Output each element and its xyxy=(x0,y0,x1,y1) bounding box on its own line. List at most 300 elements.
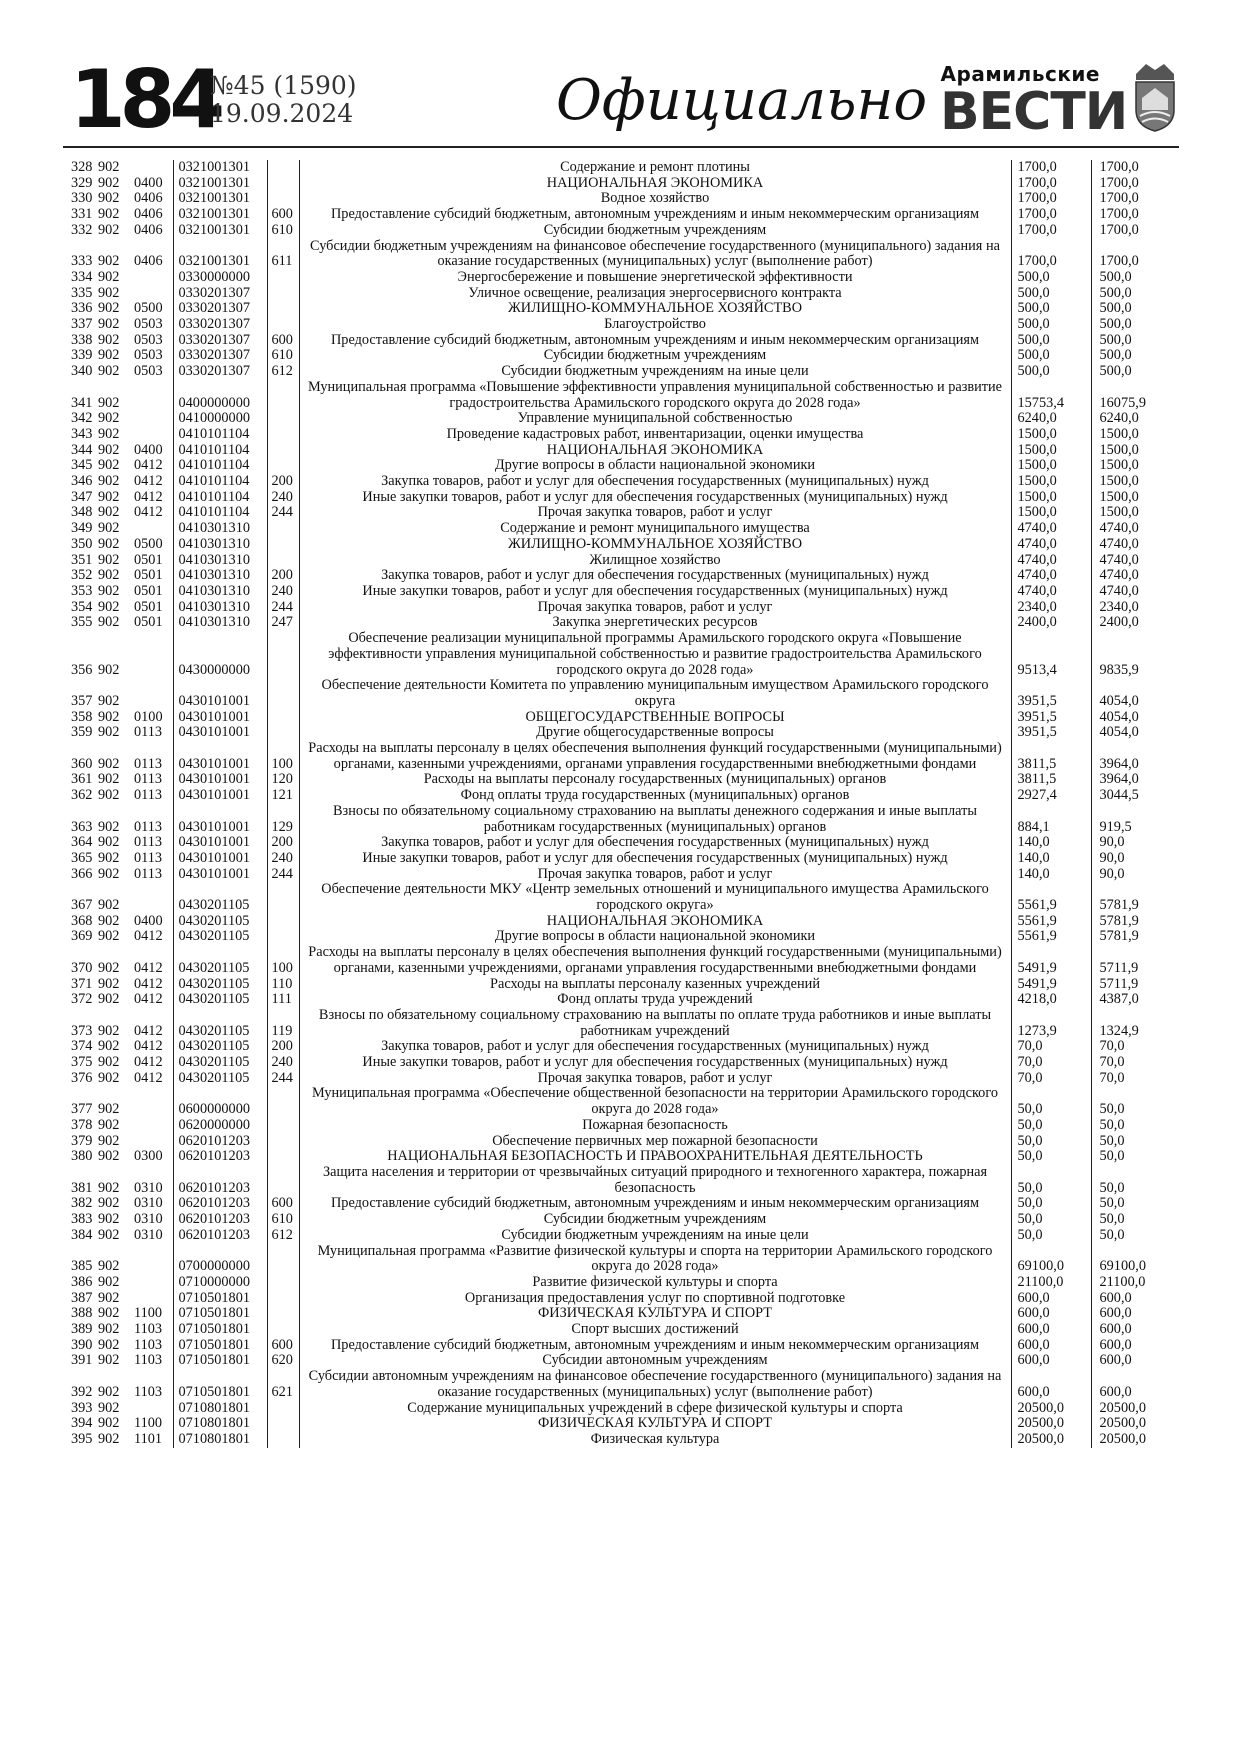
section-code: 0406 xyxy=(134,190,163,207)
table-row xyxy=(63,1118,1179,1134)
expense-type xyxy=(267,1322,299,1338)
expense-type xyxy=(267,380,299,411)
table-row xyxy=(63,804,1179,835)
expense-type: 200 xyxy=(267,568,299,584)
grbs-code: 902 xyxy=(98,771,120,788)
target-code: 0410101104 xyxy=(173,443,267,459)
section-code: 0503 xyxy=(134,347,163,364)
description: Спорт высших достижений xyxy=(299,1322,1011,1338)
amount-2025: 70,0 xyxy=(1017,1038,1043,1055)
row-number: 353 xyxy=(71,582,93,599)
table-row xyxy=(63,945,1179,976)
grbs-code: 902 xyxy=(98,787,120,804)
row-number: 380 xyxy=(71,1148,93,1165)
expense-type: 200 xyxy=(267,474,299,490)
grbs-code: 902 xyxy=(98,441,120,458)
amount-2025: 500,0 xyxy=(1017,363,1050,380)
row-number: 392 xyxy=(71,1383,93,1400)
expense-type: 111 xyxy=(267,992,299,1008)
target-code: 0430101001 xyxy=(173,851,267,867)
amount-2025: 20500,0 xyxy=(1017,1430,1064,1447)
section-code: 0412 xyxy=(134,457,163,474)
table-row xyxy=(63,1134,1179,1150)
description: Расходы на выплаты персоналу в целях обеспечения выполнения функций государственными (муниципальными) органами, казенными учреждениями, органами управления государственными внебюджетными фондами xyxy=(299,741,1011,772)
section-code xyxy=(133,1086,173,1117)
grbs-code: 902 xyxy=(98,347,120,364)
expense-type xyxy=(267,317,299,333)
target-code: 0410101104 xyxy=(173,427,267,443)
amount-2025: 21100,0 xyxy=(1017,1273,1064,1290)
description: Закупка товаров, работ и услуг для обеспечения государственных (муниципальных) нужд xyxy=(299,474,1011,490)
table-row xyxy=(63,1338,1179,1354)
page-header xyxy=(70,53,1180,148)
amount-2026: 5781,9 xyxy=(1091,929,1179,945)
amount-2026: 4740,0 xyxy=(1091,584,1179,600)
row-number: 352 xyxy=(71,567,93,584)
section-code xyxy=(133,882,173,913)
description: Расходы на выплаты персоналу государственных (муниципальных) органов xyxy=(299,772,1011,788)
description: Водное хозяйство xyxy=(299,191,1011,207)
target-code: 0620101203 xyxy=(173,1212,267,1228)
target-code: 0620000000 xyxy=(173,1118,267,1134)
amount-2026: 4740,0 xyxy=(1091,553,1179,569)
description: Прочая закупка товаров, работ и услуг xyxy=(299,600,1011,616)
target-code: 0321001301 xyxy=(173,223,267,239)
section-code: 0500 xyxy=(134,535,163,552)
table-row xyxy=(63,427,1179,443)
section-code xyxy=(133,521,173,537)
section-code: 0113 xyxy=(134,755,163,772)
target-code: 0710801801 xyxy=(173,1432,267,1448)
grbs-code: 902 xyxy=(98,363,120,380)
grbs-code: 902 xyxy=(98,1226,120,1243)
description: Субсидии автономным учреждениям xyxy=(299,1353,1011,1369)
section-code: 0501 xyxy=(134,614,163,631)
grbs-code: 902 xyxy=(98,818,120,835)
amount-2025: 600,0 xyxy=(1017,1336,1050,1353)
section-code: 0113 xyxy=(134,771,163,788)
amount-2025: 2400,0 xyxy=(1017,614,1057,631)
row-number: 368 xyxy=(71,912,93,929)
amount-2026: 1324,9 xyxy=(1091,1008,1179,1039)
amount-2026: 5781,9 xyxy=(1091,914,1179,930)
row-number: 333 xyxy=(71,253,93,270)
expense-type: 600 xyxy=(267,1196,299,1212)
row-number: 391 xyxy=(71,1352,93,1369)
target-code: 0710501801 xyxy=(173,1353,267,1369)
masthead-main: ВЕСТИ xyxy=(940,82,1128,142)
description: Иные закупки товаров, работ и услуг для обеспечения государственных (муниципальных) нужд xyxy=(299,851,1011,867)
description: ЖИЛИЩНО-КОММУНАЛЬНОЕ ХОЗЯЙСТВО xyxy=(299,301,1011,317)
table-row xyxy=(63,348,1179,364)
amount-2026: 5711,9 xyxy=(1091,945,1179,976)
description: Взносы по обязательному социальному страхованию на выплаты денежного содержания и иные выплаты работникам государственных (муниципальных) органов xyxy=(299,804,1011,835)
amount-2025: 9513,4 xyxy=(1017,661,1057,678)
row-number: 370 xyxy=(71,959,93,976)
amount-2025: 50,0 xyxy=(1017,1101,1043,1118)
target-code: 0410301310 xyxy=(173,584,267,600)
target-code: 0710501801 xyxy=(173,1338,267,1354)
amount-2026: 1700,0 xyxy=(1091,239,1179,270)
section-code: 1100 xyxy=(134,1305,163,1322)
description: Прочая закупка товаров, работ и услуг xyxy=(299,505,1011,521)
table-row xyxy=(63,867,1179,883)
amount-2026: 500,0 xyxy=(1091,270,1179,286)
amount-2025: 50,0 xyxy=(1017,1226,1043,1243)
table-row xyxy=(63,851,1179,867)
target-code: 0430101001 xyxy=(173,867,267,883)
amount-2026: 20500,0 xyxy=(1091,1432,1179,1448)
row-number: 386 xyxy=(71,1273,93,1290)
grbs-code: 902 xyxy=(98,1273,120,1290)
expense-type xyxy=(267,725,299,741)
coat-of-arms-icon xyxy=(1132,60,1178,132)
grbs-code: 902 xyxy=(98,1195,120,1212)
target-code: 0330201307 xyxy=(173,348,267,364)
target-code: 0620101203 xyxy=(173,1149,267,1165)
table-row xyxy=(63,239,1179,270)
table-row xyxy=(63,1275,1179,1291)
table-row xyxy=(63,521,1179,537)
amount-2026: 50,0 xyxy=(1091,1134,1179,1150)
description: Субсидии автономным учреждениям на финансовое обеспечение государственного (муниципального) задания на оказание государственных (муниципальных) услуг (выполнение работ) xyxy=(299,1369,1011,1400)
target-code: 0330201307 xyxy=(173,301,267,317)
table-row xyxy=(63,1212,1179,1228)
description: Другие общегосударственные вопросы xyxy=(299,725,1011,741)
amount-2026: 1500,0 xyxy=(1091,490,1179,506)
amount-2025: 3811,5 xyxy=(1017,771,1057,788)
table-row xyxy=(63,1008,1179,1039)
description: Субсидии бюджетным учреждениям xyxy=(299,223,1011,239)
grbs-code: 902 xyxy=(98,959,120,976)
target-code: 0330201307 xyxy=(173,333,267,349)
grbs-code: 902 xyxy=(98,865,120,882)
grbs-code: 902 xyxy=(98,159,120,175)
table-row xyxy=(63,474,1179,490)
section-code xyxy=(133,286,173,302)
row-number: 343 xyxy=(71,425,93,442)
amount-2026: 4054,0 xyxy=(1091,710,1179,726)
expense-type: 100 xyxy=(267,945,299,976)
row-number: 388 xyxy=(71,1305,93,1322)
target-code: 0430201105 xyxy=(173,1071,267,1087)
amount-2026: 500,0 xyxy=(1091,348,1179,364)
amount-2026: 3044,5 xyxy=(1091,788,1179,804)
row-number: 349 xyxy=(71,520,93,537)
table-row xyxy=(63,725,1179,741)
description: Обеспечение первичных мер пожарной безопасности xyxy=(299,1134,1011,1150)
expense-type: 620 xyxy=(267,1353,299,1369)
amount-2026: 20500,0 xyxy=(1091,1401,1179,1417)
grbs-code: 902 xyxy=(98,1101,120,1118)
table-row xyxy=(63,1165,1179,1196)
page-number: 184 xyxy=(70,53,219,146)
amount-2025: 50,0 xyxy=(1017,1116,1043,1133)
amount-2026: 6240,0 xyxy=(1091,411,1179,427)
row-number: 347 xyxy=(71,488,93,505)
amount-2026: 1700,0 xyxy=(1091,176,1179,192)
grbs-code: 902 xyxy=(98,975,120,992)
row-number: 395 xyxy=(71,1430,93,1447)
section-code: 0113 xyxy=(134,787,163,804)
expense-type: 100 xyxy=(267,741,299,772)
amount-2026: 1500,0 xyxy=(1091,443,1179,459)
amount-2026: 1500,0 xyxy=(1091,427,1179,443)
amount-2025: 1700,0 xyxy=(1017,206,1057,223)
expense-type: 244 xyxy=(267,505,299,521)
target-code: 0710501801 xyxy=(173,1291,267,1307)
target-code: 0410101104 xyxy=(173,490,267,506)
row-number: 346 xyxy=(71,473,93,490)
grbs-code: 902 xyxy=(98,1415,120,1432)
section-code: 0412 xyxy=(134,928,163,945)
section-code: 0113 xyxy=(134,834,163,851)
section-code: 0501 xyxy=(134,582,163,599)
table-row xyxy=(63,1306,1179,1322)
target-code: 0430101001 xyxy=(173,710,267,726)
grbs-code: 902 xyxy=(98,1383,120,1400)
amount-2026: 4740,0 xyxy=(1091,537,1179,553)
amount-2025: 2340,0 xyxy=(1017,598,1057,615)
table-row xyxy=(63,1353,1179,1369)
grbs-code: 902 xyxy=(98,567,120,584)
row-number: 350 xyxy=(71,535,93,552)
table-row xyxy=(63,160,1179,176)
row-number: 362 xyxy=(71,787,93,804)
table-row xyxy=(63,615,1179,631)
expense-type xyxy=(267,929,299,945)
table-row xyxy=(63,490,1179,506)
table-row xyxy=(63,1071,1179,1087)
amount-2025: 140,0 xyxy=(1017,849,1050,866)
target-code: 0710501801 xyxy=(173,1369,267,1400)
table-row xyxy=(63,1369,1179,1400)
amount-2026: 16075,9 xyxy=(1091,380,1179,411)
target-code: 0410301310 xyxy=(173,568,267,584)
target-code: 0700000000 xyxy=(173,1244,267,1275)
expense-type: 200 xyxy=(267,835,299,851)
table-row xyxy=(63,1416,1179,1432)
section-code: 0503 xyxy=(134,316,163,333)
description: Закупка товаров, работ и услуг для обеспечения государственных (муниципальных) нужд xyxy=(299,835,1011,851)
expense-type xyxy=(267,521,299,537)
target-code: 0400000000 xyxy=(173,380,267,411)
section-code: 0400 xyxy=(134,441,163,458)
target-code: 0620101203 xyxy=(173,1228,267,1244)
amount-2025: 50,0 xyxy=(1017,1211,1043,1228)
row-number: 378 xyxy=(71,1116,93,1133)
description: Предоставление субсидий бюджетным, автономным учреждениям и иным некоммерческим организациям xyxy=(299,207,1011,223)
section-code: 0503 xyxy=(134,363,163,380)
target-code: 0430000000 xyxy=(173,631,267,678)
expense-type: 240 xyxy=(267,851,299,867)
row-number: 374 xyxy=(71,1038,93,1055)
amount-2025: 1700,0 xyxy=(1017,159,1057,175)
section-code: 0310 xyxy=(134,1195,163,1212)
amount-2026: 1500,0 xyxy=(1091,505,1179,521)
row-number: 344 xyxy=(71,441,93,458)
expense-type: 611 xyxy=(267,239,299,270)
row-number: 338 xyxy=(71,331,93,348)
amount-2025: 1500,0 xyxy=(1017,473,1057,490)
amount-2026: 50,0 xyxy=(1091,1196,1179,1212)
amount-2026: 4054,0 xyxy=(1091,725,1179,741)
amount-2026: 2400,0 xyxy=(1091,615,1179,631)
description: Фонд оплаты труда государственных (муниципальных) органов xyxy=(299,788,1011,804)
target-code: 0330201307 xyxy=(173,364,267,380)
row-number: 364 xyxy=(71,834,93,851)
section-code: 0412 xyxy=(134,473,163,490)
description: НАЦИОНАЛЬНАЯ ЭКОНОМИКА xyxy=(299,443,1011,459)
expense-type xyxy=(267,286,299,302)
description: Жилищное хозяйство xyxy=(299,553,1011,569)
row-number: 390 xyxy=(71,1336,93,1353)
section-code: 0310 xyxy=(134,1179,163,1196)
amount-2025: 50,0 xyxy=(1017,1132,1043,1149)
section-code xyxy=(133,411,173,427)
section-code: 1103 xyxy=(134,1321,163,1338)
grbs-code: 902 xyxy=(98,1022,120,1039)
description: Уличное освещение, реализация энергосервисного контракта xyxy=(299,286,1011,302)
amount-2026: 1500,0 xyxy=(1091,474,1179,490)
section-code: 0412 xyxy=(134,1069,163,1086)
amount-2025: 1500,0 xyxy=(1017,441,1057,458)
target-code: 0430101001 xyxy=(173,835,267,851)
amount-2026: 1500,0 xyxy=(1091,458,1179,474)
amount-2025: 600,0 xyxy=(1017,1305,1050,1322)
target-code: 0330201307 xyxy=(173,317,267,333)
expense-type: 610 xyxy=(267,1212,299,1228)
target-code: 0710501801 xyxy=(173,1322,267,1338)
row-number: 394 xyxy=(71,1415,93,1432)
description: Закупка товаров, работ и услуг для обеспечения государственных (муниципальных) нужд xyxy=(299,568,1011,584)
amount-2026: 500,0 xyxy=(1091,333,1179,349)
target-code: 0321001301 xyxy=(173,176,267,192)
amount-2025: 884,1 xyxy=(1017,818,1050,835)
description: Закупка энергетических ресурсов xyxy=(299,615,1011,631)
grbs-code: 902 xyxy=(98,1336,120,1353)
description: Предоставление субсидий бюджетным, автономным учреждениям и иным некоммерческим организациям xyxy=(299,1196,1011,1212)
amount-2026: 50,0 xyxy=(1091,1228,1179,1244)
expense-type xyxy=(267,1118,299,1134)
expense-type xyxy=(267,1149,299,1165)
target-code: 0430101001 xyxy=(173,725,267,741)
table-row xyxy=(63,788,1179,804)
target-code: 0410301310 xyxy=(173,537,267,553)
expense-type: 120 xyxy=(267,772,299,788)
row-number: 330 xyxy=(71,190,93,207)
target-code: 0410301310 xyxy=(173,521,267,537)
amount-2026: 1700,0 xyxy=(1091,191,1179,207)
description: Благоустройство xyxy=(299,317,1011,333)
amount-2026: 919,5 xyxy=(1091,804,1179,835)
target-code: 0430101001 xyxy=(173,741,267,772)
description: Расходы на выплаты персоналу казенных учреждений xyxy=(299,977,1011,993)
grbs-code: 902 xyxy=(98,1148,120,1165)
amount-2025: 140,0 xyxy=(1017,834,1050,851)
table-row xyxy=(63,333,1179,349)
expense-type xyxy=(267,458,299,474)
amount-2026: 50,0 xyxy=(1091,1086,1179,1117)
expense-type: 240 xyxy=(267,490,299,506)
section-code: 1101 xyxy=(134,1430,163,1447)
table-row xyxy=(63,835,1179,851)
grbs-code: 902 xyxy=(98,1258,120,1275)
table-row xyxy=(63,977,1179,993)
amount-2026: 50,0 xyxy=(1091,1165,1179,1196)
expense-type xyxy=(267,1416,299,1432)
amount-2025: 1700,0 xyxy=(1017,221,1057,238)
description: Защита населения и территории от чрезвычайных ситуаций природного и техногенного характера, пожарная безопасность xyxy=(299,1165,1011,1196)
expense-type xyxy=(267,1432,299,1448)
row-number: 379 xyxy=(71,1132,93,1149)
expense-type: 612 xyxy=(267,1228,299,1244)
amount-2026: 600,0 xyxy=(1091,1306,1179,1322)
target-code: 0430101001 xyxy=(173,788,267,804)
issue-number: №45 (1590) xyxy=(210,71,357,100)
table-row xyxy=(63,317,1179,333)
table-row xyxy=(63,1149,1179,1165)
expense-type xyxy=(267,882,299,913)
amount-2025: 500,0 xyxy=(1017,347,1050,364)
row-number: 382 xyxy=(71,1195,93,1212)
expense-type: 610 xyxy=(267,223,299,239)
grbs-code: 902 xyxy=(98,598,120,615)
amount-2025: 20500,0 xyxy=(1017,1415,1064,1432)
amount-2025: 600,0 xyxy=(1017,1352,1050,1369)
row-number: 376 xyxy=(71,1069,93,1086)
table-row xyxy=(63,207,1179,223)
amount-2026: 21100,0 xyxy=(1091,1275,1179,1291)
amount-2025: 5561,9 xyxy=(1017,912,1057,929)
section-code: 0412 xyxy=(134,488,163,505)
section-code xyxy=(133,427,173,443)
amount-2025: 1500,0 xyxy=(1017,504,1057,521)
amount-2025: 69100,0 xyxy=(1017,1258,1064,1275)
expense-type xyxy=(267,1275,299,1291)
amount-2026: 3964,0 xyxy=(1091,741,1179,772)
table-row xyxy=(63,270,1179,286)
amount-2025: 5561,9 xyxy=(1017,928,1057,945)
expense-type xyxy=(267,678,299,709)
target-code: 0430201105 xyxy=(173,929,267,945)
description: Иные закупки товаров, работ и услуг для обеспечения государственных (муниципальных) нужд xyxy=(299,1055,1011,1071)
amount-2026: 4387,0 xyxy=(1091,992,1179,1008)
table-row xyxy=(63,741,1179,772)
grbs-code: 902 xyxy=(98,708,120,725)
row-number: 342 xyxy=(71,410,93,427)
expense-type: 129 xyxy=(267,804,299,835)
description: ФИЗИЧЕСКАЯ КУЛЬТУРА И СПОРТ xyxy=(299,1416,1011,1432)
section-code: 1103 xyxy=(134,1383,163,1400)
section-code xyxy=(133,160,173,176)
amount-2025: 4740,0 xyxy=(1017,582,1057,599)
section-code: 0113 xyxy=(134,724,163,741)
amount-2025: 4740,0 xyxy=(1017,535,1057,552)
amount-2026: 70,0 xyxy=(1091,1055,1179,1071)
grbs-code: 902 xyxy=(98,1211,120,1228)
target-code: 0620101203 xyxy=(173,1134,267,1150)
description: Другие вопросы в области национальной экономики xyxy=(299,458,1011,474)
amount-2026: 1700,0 xyxy=(1091,160,1179,176)
row-number: 369 xyxy=(71,928,93,945)
expense-type xyxy=(267,160,299,176)
masthead-logo xyxy=(940,62,1128,142)
target-code: 0410301310 xyxy=(173,553,267,569)
description: Содержание муниципальных учреждений в сфере физической культуры и спорта xyxy=(299,1401,1011,1417)
grbs-code: 902 xyxy=(98,1038,120,1055)
budget-table-wrap xyxy=(63,160,1179,1448)
